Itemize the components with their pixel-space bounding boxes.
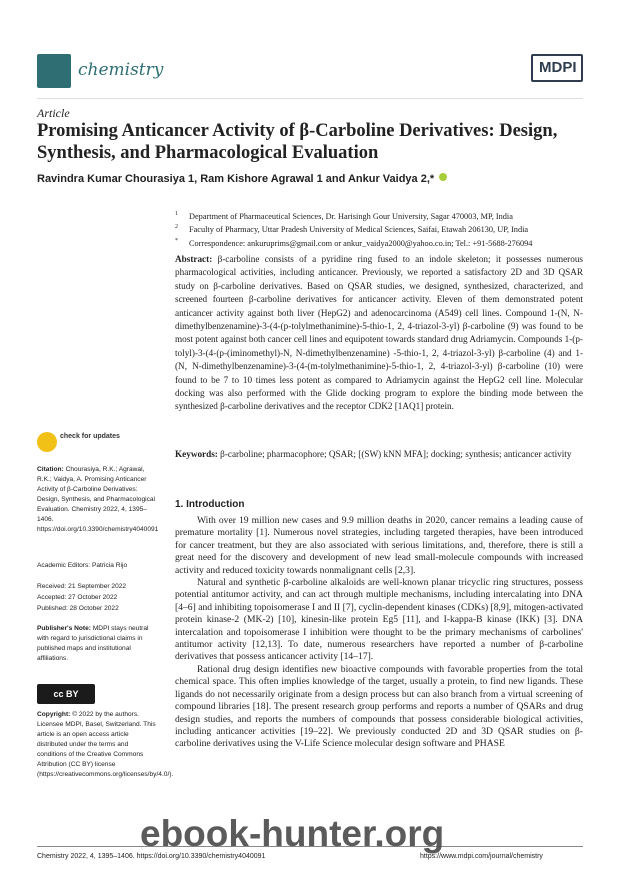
paragraph: Rational drug design identifies new bioactive compounds with favorable properties from the total chemical space. This often implies knowledge of the target, usually a protein, to find new ligands. These ligands do not necessarily originate from a design process but can also branch from a virtual screening of compound libraries [18]. The present research group performs and reports a number of QSARs and drug design studies, and reports the numbers of compounds that possess considerable biological activities, including anticancer activities [19–22]. We previously conducted 2D and 3D QSAR studies on β-carboline derivatives using the V-Life Science molecular design software and PHASE xyxy=(175,663,583,750)
date-received: Received: 21 September 2022 xyxy=(37,583,127,590)
author-list xyxy=(37,173,447,185)
keywords-label: Keywords: xyxy=(175,449,218,459)
article-type: Article xyxy=(37,106,70,120)
publisher-logo: MDPI xyxy=(539,59,577,76)
header-divider xyxy=(37,98,583,99)
journal-name: chemistry xyxy=(78,60,164,80)
paragraph: With over 19 million new cases and 9.9 million deaths in 2020, cancer remains a leading cause of premature mortality [1]. Numerous novel strategies, including targeted therapies, have been introduced for cancer treatment, but they are also associated with serious limitations, and, therefore, there is still a great need for the discovery and development of new lead small-molecule compounds with increased activity and reduced toxicity towards nonmalignant cells [2,3]. xyxy=(175,515,583,576)
affiliation-mark: 1 xyxy=(175,211,178,217)
affiliation-2 xyxy=(175,222,583,235)
keywords-text: β-carboline; pharmacophore; QSAR; [(SW) kNN MFA]; docking; synthesis; anticancer activity xyxy=(220,449,572,459)
date-accepted: Accepted: 27 October 2022 xyxy=(37,594,118,601)
affiliation-text: Department of Pharmaceutical Sciences, Dr. Harisingh Gour University, Sagar 470003, MP, India xyxy=(189,211,513,221)
affiliation-1 xyxy=(175,209,583,222)
academic-editor: Academic Editors: Patricia Rijo xyxy=(37,562,128,569)
orcid-icon[interactable] xyxy=(439,173,447,181)
paragraph: Natural and synthetic β-carboline alkaloids are well-known planar tricyclic ring structures, possess potential antitumor activity, and can act through multiple mechanisms, including intercalating into DNA [4–6] and inhibiting topoisomerase I and II [7], cyclin-dependent kinases (CDKs) [8,9], mitogen-activated protein kinase-2 (MK-2) [10], kinesin-like protein Eg5 [11], and I-kappa-B kinase (IKK) [3]. DNA intercalation and topoisomerase I inhibition were thought to be the primary mechanisms of carbolines' antitumor activity [12,13]. To date, numerous researchers have reported a number of β-carboline derivatives that possess anticancer activity [14–17]. xyxy=(175,577,583,663)
correspondence xyxy=(175,236,583,249)
affiliations xyxy=(175,209,583,249)
abstract xyxy=(175,253,583,414)
journal-logo xyxy=(37,54,71,88)
copyright-label: Copyright: xyxy=(37,711,71,718)
abstract-label: Abstract: xyxy=(175,254,213,264)
check-for-updates-icon[interactable] xyxy=(37,432,57,452)
publisher-note-label: Publisher's Note: xyxy=(37,625,91,632)
footer-journal-link[interactable]: https://www.mdpi.com/journal/chemistry xyxy=(420,853,543,860)
citation xyxy=(37,465,159,535)
keywords xyxy=(175,448,583,461)
section-heading: 1. Introduction xyxy=(175,499,245,510)
copyright-text: © 2022 by the authors. Licensee MDPI, Basel, Switzerland. This article is an open access article distributed under the terms and conditions of the Creative Commons Attribution (CC BY) license (https://creativecommons.org/licenses/by/4.0/). xyxy=(37,711,174,778)
affiliation-mark: 2 xyxy=(175,224,178,231)
authors-text: Ravindra Kumar Chourasiya 1, Ram Kishore Agrawal 1 and Ankur Vaidya 2,* xyxy=(37,173,435,185)
cc-license-icon[interactable]: cc BY xyxy=(37,684,95,704)
copyright xyxy=(37,710,174,780)
publisher-note xyxy=(37,624,159,664)
citation-label: Citation: xyxy=(37,466,64,473)
correspondence-text[interactable]: Correspondence: ankuruprims@gmail.com or ankur_vaidya2000@yahoo.co.in; Tel.: +91-5688-276094 xyxy=(189,238,533,248)
footer-citation[interactable]: Chemistry 2022, 4, 1395–1406. https://doi.org/10.3390/chemistry4040091 xyxy=(37,853,266,860)
citation-text[interactable]: Chourasiya, R.K.; Agrawal, R.K.; Vaidya, A. Promising Anticancer Activity of β-Carboline Derivatives: Design, Synthesis, and Pharmacological Evaluation. Chemistry 2022, 4, 1395–1406. https://doi.org/10.3390/chemistry4040091 xyxy=(37,466,159,533)
affiliation-mark: * xyxy=(175,237,178,244)
section-body xyxy=(175,515,583,751)
check-for-updates-label[interactable]: check for updates xyxy=(60,433,120,440)
publisher-note-text: MDPI stays neutral with regard to jurisdictional claims in published maps and institutional affiliations. xyxy=(37,625,149,662)
date-published: Published: 28 October 2022 xyxy=(37,605,119,612)
abstract-text: β-carboline consists of a pyridine ring fused to an indole skeleton; it possesses numerous pharmacological activities, including anticancer. Previously, we reported a satisfactory 2D and 3D QSAR study on β-carboline derivatives. Based on QSAR studies, we designed, synthesized, characterized, and screened fourteen β-carboline derivatives for anticancer activity. Eleven of them demonstrated potent anticancer activity against both liver (HepG2) and adenocarcinoma (A549) cell lines. Compound 1-(N, N-dimethylbenzenamine)-3-(4-(p-tolylmethanimine)-5-thio-1, 2, 4-triazol-3-yl) β-carboline (9) was found to be most potent against both cancer cell lines and equipotent towards standard drug Adriamycin. Compounds 1-(p-tolyl)-3-(4-(p-(iminomethyl)-N, N-dimethylbenzenamine) -5-thio-1, 2, 4-triazol-3-yl) β-carboline (4) and 1-(N, N-dimethylbenzenamine)-3-(4-(m-tolylmethanimine)-5-thio-1, 2, 4-triazol-3-yl) β-carboline (10) were found to be 7 to 10 times less potent as compared to Adriamycin against the HepG2 cell line. Molecular docking was also performed with the Glide docking program to explore the binding mode between the synthesized β-carboline derivatives and the receptor CDK2 [1AQ1] protein. xyxy=(175,254,584,412)
affiliation-text: Faculty of Pharmacy, Uttar Pradesh University of Medical Sciences, Saifai, Etawah 206130, UP, India xyxy=(189,225,529,235)
paper-title: Promising Anticancer Activity of β-Carboline Derivatives: Design, Synthesis, and Pharmacological Evaluation xyxy=(37,121,558,163)
watermark: ebook-hunter.org xyxy=(140,813,445,854)
